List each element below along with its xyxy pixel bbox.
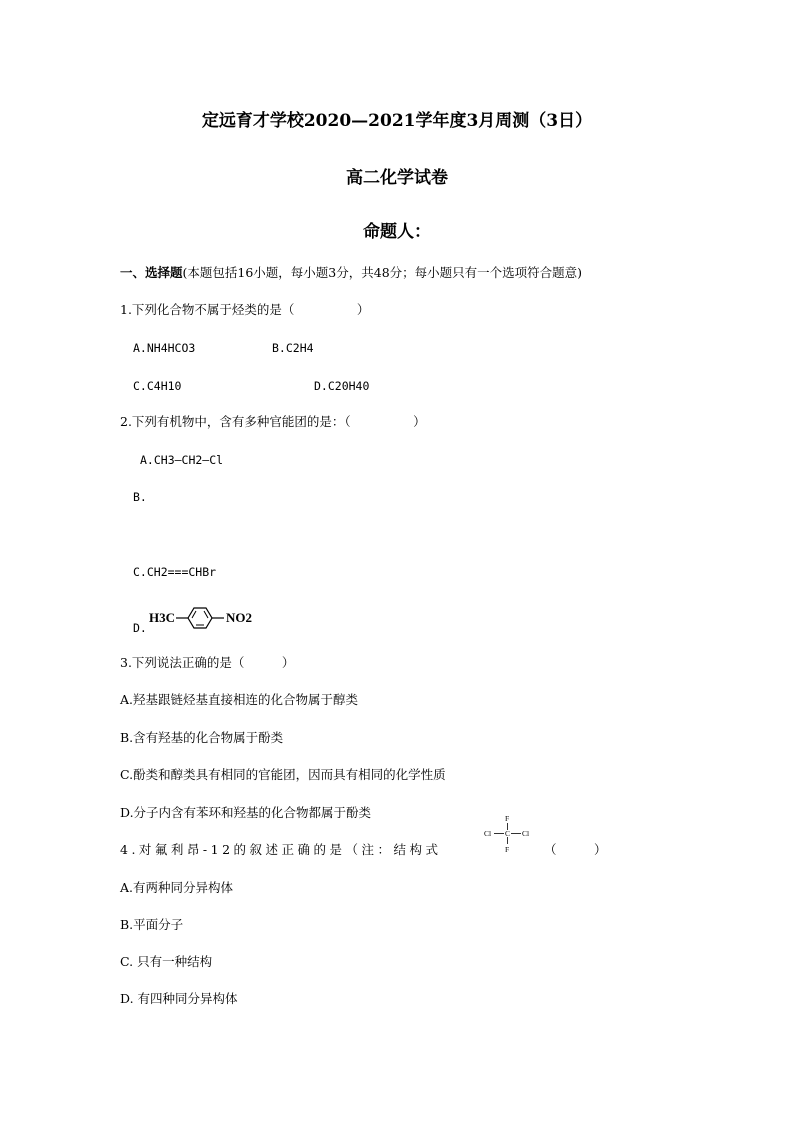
question-2-option-a: A.CH3—CH2—Cl — [140, 453, 224, 467]
question-4-option-a: A.有两种同分异构体 — [120, 880, 234, 895]
author-label: 命题人： — [363, 222, 431, 242]
question-2-option-d: D. — [133, 621, 147, 635]
section-title: 一、选择题 — [120, 265, 183, 280]
question-3-option-c: C.酚类和醇类具有相同的官能团，因而具有相同的化学性质 — [120, 767, 446, 782]
section-description: (本题包括16小题，每小题3分，共48分；每小题只有一个选项符合题意) — [182, 265, 583, 280]
structure-top-atom: F — [505, 814, 510, 823]
structure-center-atom: C — [505, 829, 511, 838]
structure-left-atom: Cl — [484, 829, 492, 838]
ring-double-bond-2 — [204, 611, 208, 618]
question-4-option-b: B.平面分子 — [120, 917, 184, 932]
ring-double-bond-1 — [192, 611, 196, 618]
question-4-option-d: D. 有四种同分异构体 — [120, 991, 238, 1006]
question-2-stem: 2.下列有机物中，含有多种官能团的是：（ ） — [120, 414, 426, 429]
question-3-option-a: A.羟基跟链烃基直接相连的化合物属于醇类 — [120, 692, 359, 707]
subject-title: 高二化学试卷 — [346, 168, 448, 188]
section-heading — [120, 265, 582, 281]
question-4-option-c: C. 只有一种结构 — [120, 954, 213, 969]
question-1-option-b: B.C2H4 — [272, 341, 314, 355]
methyl-group-label: H3C — [149, 610, 175, 625]
question-3-stem: 3.下列说法正确的是（ ） — [120, 655, 295, 670]
question-1-stem: 1.下列化合物不属于烃类的是（ ） — [120, 302, 370, 317]
nitro-group-label: NO2 — [226, 610, 252, 625]
question-4-stem: 4.对氟利昂-12的叙述正确的是（注：结构式 — [120, 842, 442, 857]
exam-title: 定远育才学校2020—2021学年度3月周测（3日） — [201, 111, 593, 131]
structure-bottom-atom: F — [505, 845, 510, 854]
question-2-option-b: B. — [133, 490, 147, 504]
question-1-option-a: A.NH4HCO3 — [133, 341, 196, 355]
question-3-option-b: B.含有羟基的化合物属于酚类 — [120, 730, 284, 745]
nitrotoluene-structure — [146, 594, 266, 634]
question-2-option-c: C.CH2===CHBr — [133, 565, 217, 579]
freon-structure — [482, 812, 534, 858]
question-4-paren: （ ） — [544, 842, 607, 857]
question-3-option-d: D.分子内含有苯环和羟基的化合物都属于酚类 — [120, 805, 372, 820]
structure-right-atom: Cl — [522, 829, 530, 838]
question-1-option-d: D.C20H40 — [314, 379, 370, 393]
question-1-option-c: C.C4H10 — [133, 379, 182, 393]
